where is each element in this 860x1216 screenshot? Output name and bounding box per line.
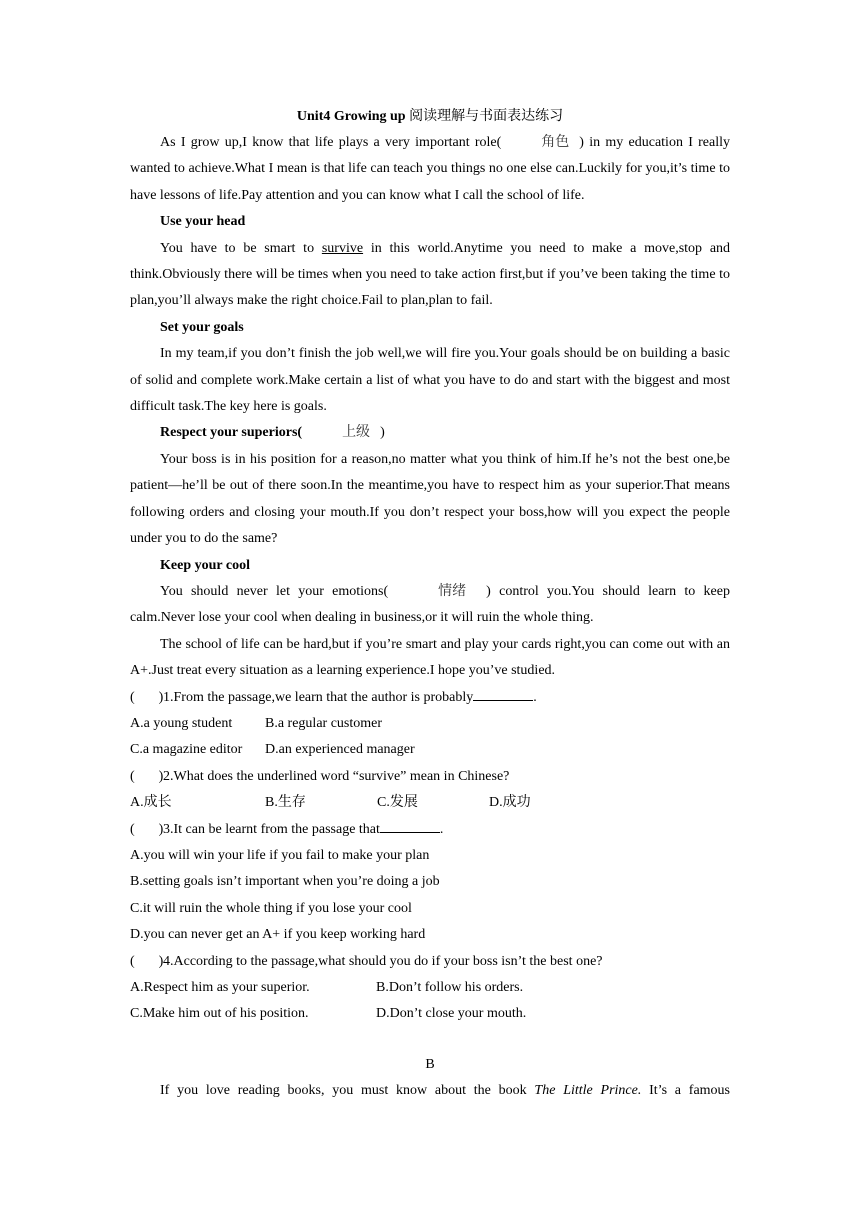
question-4-stem: ( )4.According to the passage,what should you do if your boss isn’t the best one? <box>130 949 730 975</box>
answer-bracket[interactable]: ( ) <box>130 821 164 837</box>
title-chinese: 阅读理解与书面表达练习 <box>409 109 564 124</box>
heading-keep-your-cool: Keep your cool <box>160 557 250 573</box>
passage-a-paragraph-4: Your boss is in his position for a reason,no matter what you think of him.If he’s not the best one,be patient—he’ll be out of there soon.In the meantime,you have to respect him as your superior.That means following orders and closing your mouth.If you don’t respect your boss,how will you expect the people under you to do the same? <box>130 451 730 547</box>
underlined-word-survive: survive <box>321 240 364 256</box>
heading-set-your-goals: Set your goals <box>160 319 244 335</box>
question-1-stem: ( )1.From the passage,we learn that the author is probably . <box>130 685 730 711</box>
question-4-options-row-2 <box>130 1001 730 1027</box>
option-c[interactable]: C.发展 <box>377 795 418 811</box>
option-c[interactable]: C.it will ruin the whole thing if you lose your cool <box>130 900 412 916</box>
book-title: The Little Prince. <box>534 1082 642 1098</box>
answer-blank[interactable] <box>473 688 533 701</box>
option-d[interactable]: D.an experienced manager <box>265 742 415 758</box>
question-1-options-row-1 <box>130 711 730 737</box>
question-2-stem: ( )2.What does the underlined word “survive” mean in Chinese? <box>130 764 730 790</box>
question-1-options-row-2 <box>130 737 730 763</box>
option-c[interactable]: C.Make him out of his position. <box>130 1006 309 1022</box>
passage-a-paragraph-2: You have to be smart to survive in this world.Anytime you need to make a move,stop and think.Obviously there will be times when you need to take action first,but if you’ve been taking the time to plan,you’ll always make the right choice.Fail to plan,plan to fail. <box>130 240 731 309</box>
question-3-stem: ( )3.It can be learnt from the passage that . <box>130 817 730 843</box>
option-a[interactable]: A.成长 <box>130 795 172 811</box>
answer-blank[interactable] <box>380 820 440 833</box>
gloss-emotions: 情绪 <box>438 583 467 599</box>
option-b[interactable]: B.生存 <box>265 795 306 811</box>
passage-a-paragraph-3: In my team,if you don’t finish the job well,we will fire you.Your goals should be on building a basic of solid and complete work.Make certain a list of what you have to do and start with the biggest and most difficult task.The key here is goals. <box>130 346 730 415</box>
option-a[interactable]: A.Respect him as your superior. <box>130 980 310 995</box>
gloss-superiors: 上级 <box>342 425 371 441</box>
option-b[interactable]: B.setting goals isn’t important when you’re doing a job <box>130 874 440 890</box>
option-a[interactable]: A.you will win your life if you fail to make your plan <box>130 847 430 863</box>
gloss-role: 角色 <box>541 135 570 150</box>
passage-a-paragraph-5: You should never let your emotions( 情绪 ) control you.You should learn to keep calm.Never lose your cool when dealing in business,or it will ruin the whole thing. <box>130 579 730 632</box>
worksheet-title <box>130 104 730 130</box>
document-page <box>130 104 730 1104</box>
heading-use-your-head: Use your head <box>160 214 246 230</box>
question-2-options <box>130 790 730 816</box>
title-english: Unit4 Growing up <box>296 109 406 124</box>
question-4-options-row-1 <box>130 975 730 1001</box>
answer-bracket[interactable]: ( ) <box>130 689 164 705</box>
option-c[interactable]: C.a magazine editor <box>130 742 243 758</box>
option-d[interactable]: D.Don’t close your mouth. <box>376 1006 527 1022</box>
heading-respect-your-superiors: Respect your superiors( 上级 ) <box>130 420 730 446</box>
option-a[interactable]: A.a young student <box>130 715 233 731</box>
option-b[interactable]: B.a regular customer <box>265 715 383 731</box>
option-d[interactable]: D.you can never get an A+ if you keep working hard <box>130 927 426 943</box>
answer-bracket[interactable]: ( ) <box>130 953 164 969</box>
section-b-label: B <box>425 1056 435 1072</box>
option-b[interactable]: B.Don’t follow his orders. <box>376 980 524 995</box>
passage-a-paragraph-6: The school of life can be hard,but if you’re smart and play your cards right,you can come out with an A+.Just treat every situation as a learning experience.I hope you’ve studied. <box>130 636 730 679</box>
passage-b-paragraph-1: If you love reading books, you must know about the book The Little Prince. It’s a famous <box>160 1082 731 1098</box>
option-d[interactable]: D.成功 <box>489 795 531 811</box>
passage-a-paragraph-1: As I grow up,I know that life plays a very important role( 角色 ) in my education I really wanted to achieve.What I mean is that life can teach you things no one else can.Luckily for you,it’s time to have lessons of life.Pay attention and you can know what I call the school of life. <box>130 130 730 209</box>
answer-bracket[interactable]: ( ) <box>130 768 164 784</box>
